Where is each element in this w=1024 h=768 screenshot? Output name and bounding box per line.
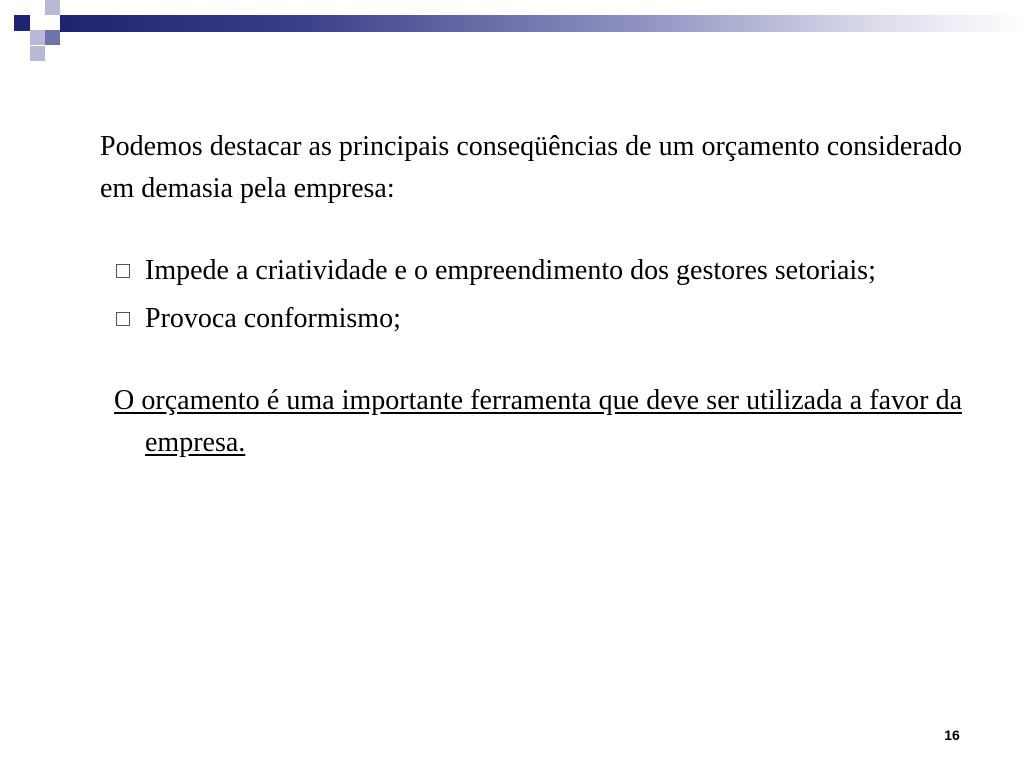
bullet-item — [100, 298, 962, 340]
square-bullet-icon — [116, 312, 130, 326]
header-gradient-bar — [60, 15, 1024, 32]
bullet-list — [100, 250, 962, 340]
bullet-item — [100, 250, 962, 292]
header-square-mid — [45, 30, 60, 45]
header-square-light-middle — [30, 30, 45, 45]
header-square-light-bottom — [30, 46, 45, 61]
slide-content — [100, 126, 962, 464]
square-bullet-icon — [116, 264, 130, 278]
intro-paragraph: Podemos destacar as principais conseqüências de um orçamento considerado em demasia pela empresa: — [100, 131, 962, 204]
bullet-text: Impede a criatividade e o empreendimento dos gestores setoriais; — [145, 255, 876, 286]
header-square-white — [30, 15, 45, 30]
header-square-dark — [14, 15, 30, 31]
page-number: 16 — [944, 727, 960, 743]
header-square-light-top — [45, 0, 60, 15]
bullet-text: Provoca conformismo; — [145, 303, 401, 334]
conclusion-paragraph: O orçamento é uma importante ferramenta que deve ser utilizada a favor da empresa. — [114, 385, 962, 458]
